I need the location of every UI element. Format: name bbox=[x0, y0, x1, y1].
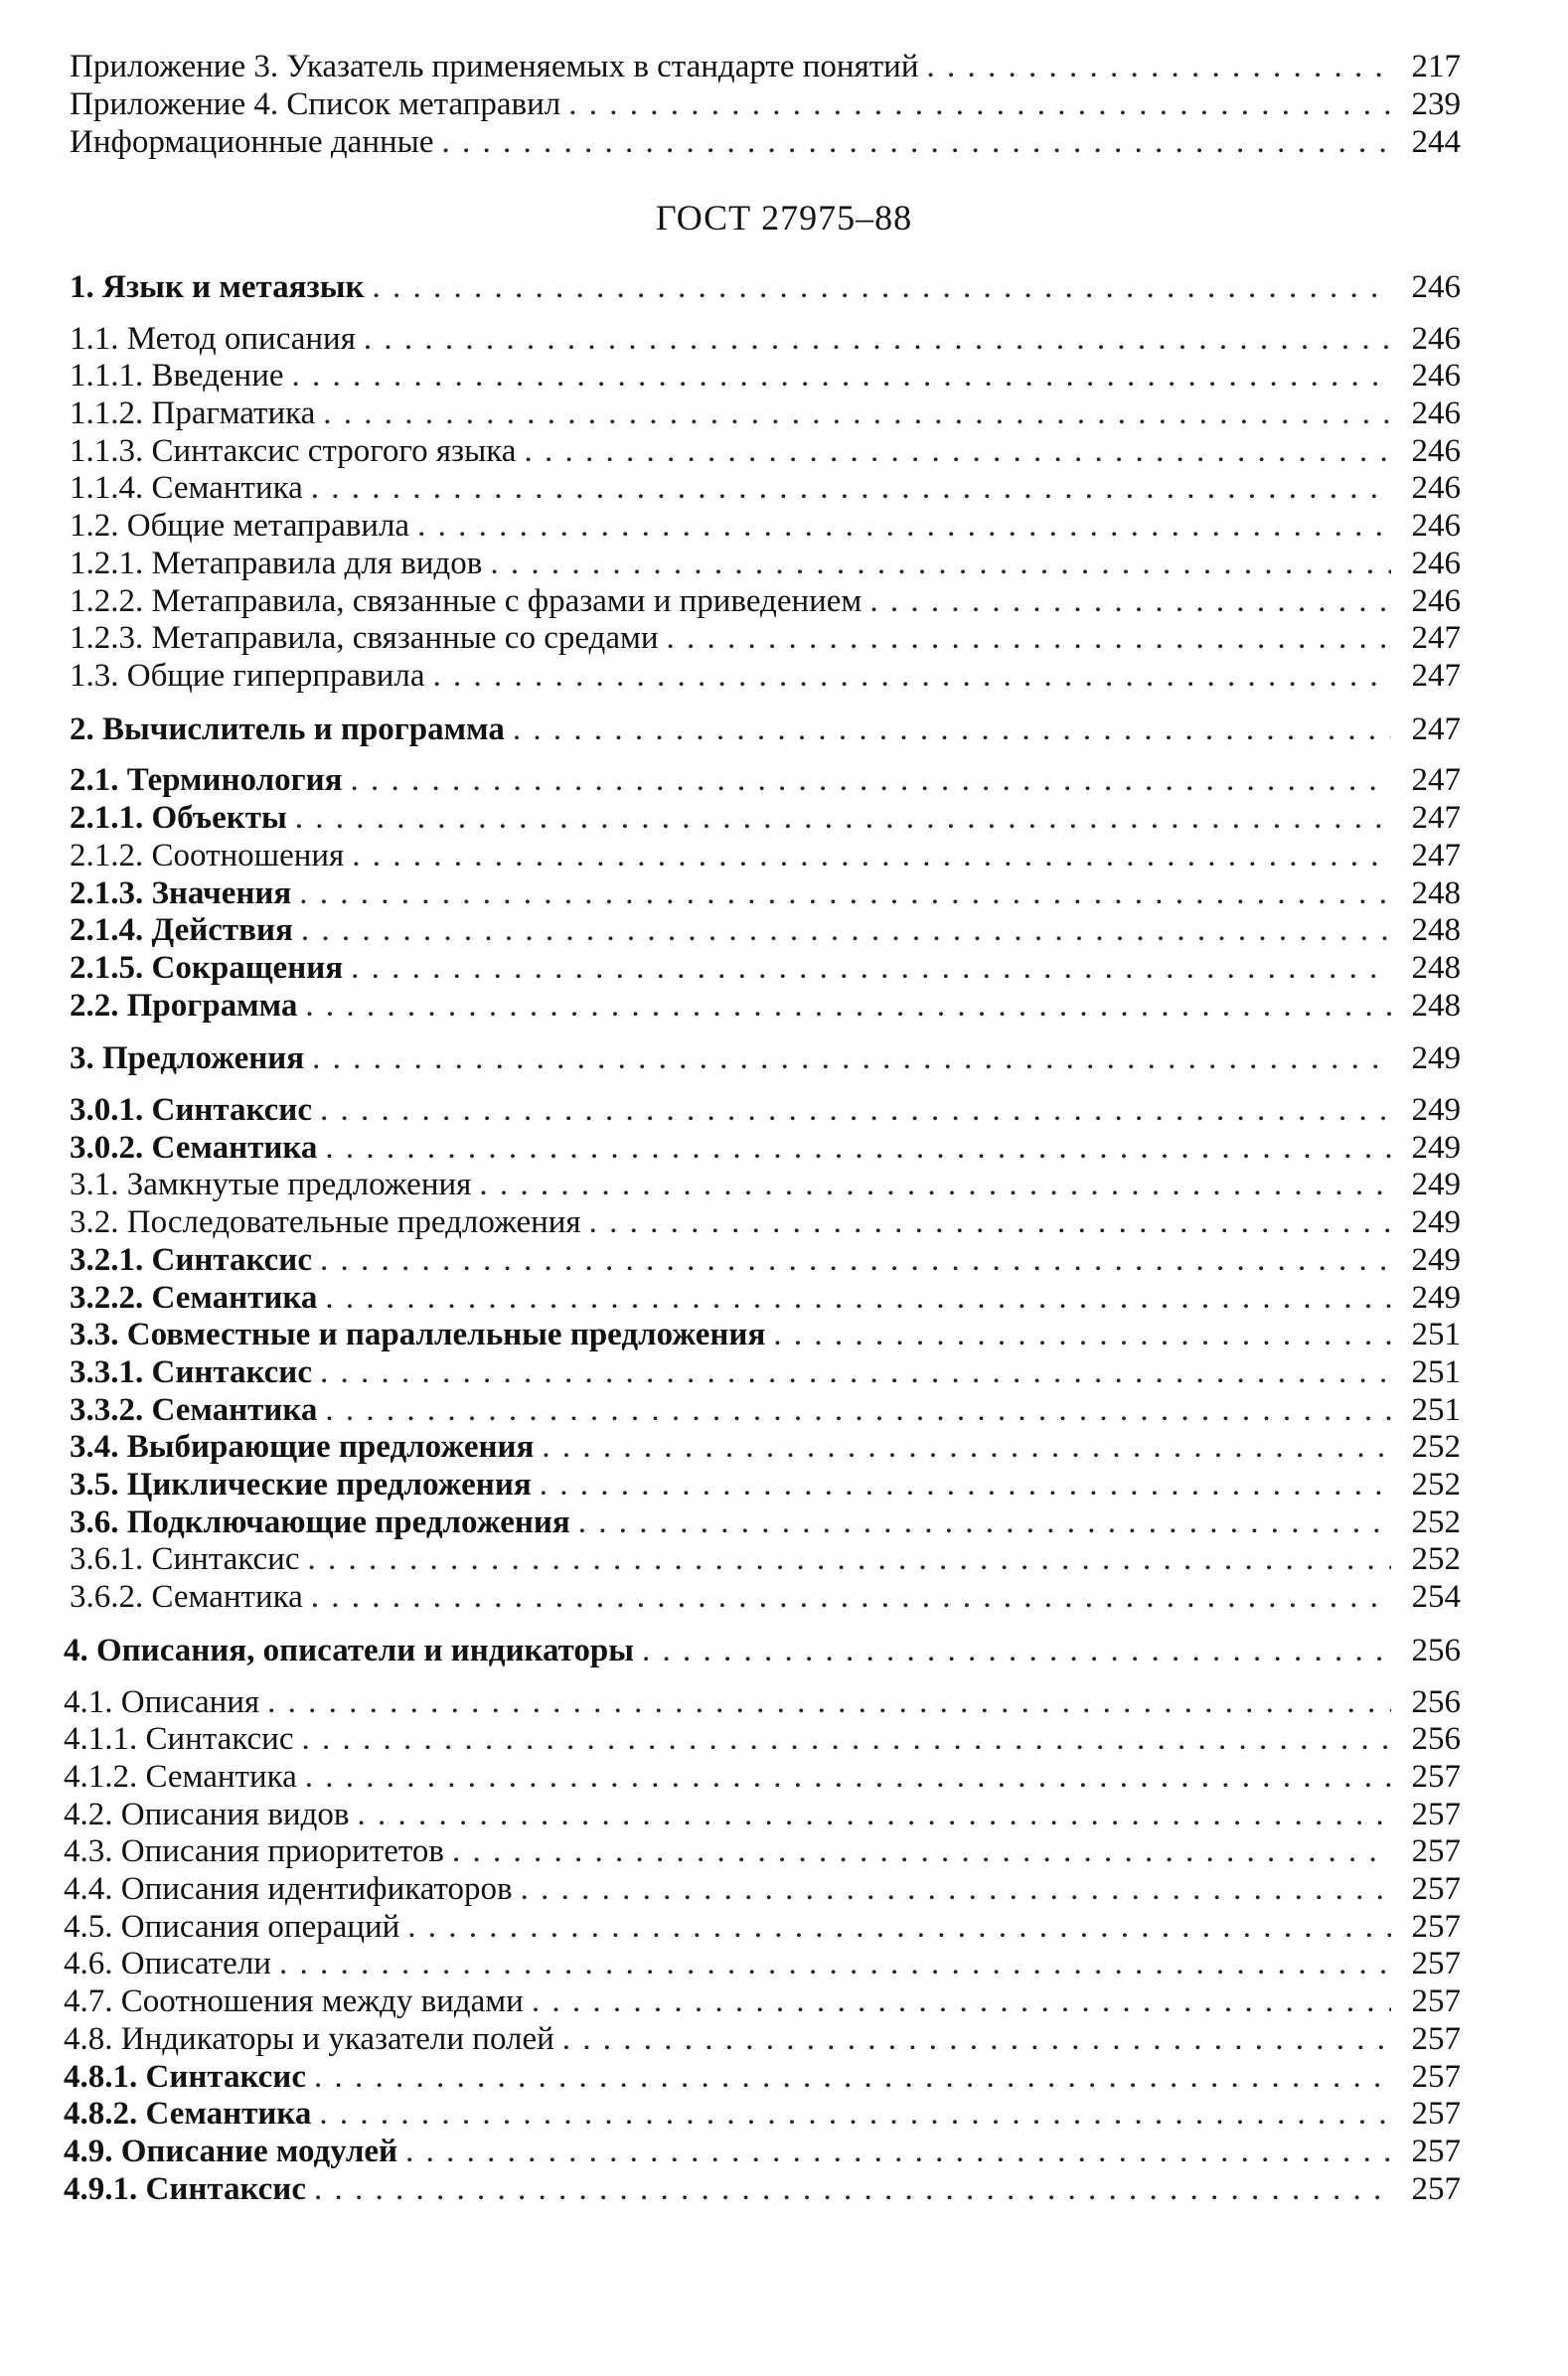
dot-leader bbox=[320, 1241, 1391, 1279]
page-number: 252 bbox=[1411, 1505, 1461, 1540]
toc-entry bbox=[70, 1540, 1461, 1578]
toc-entry bbox=[70, 545, 1461, 582]
entry-label: Приложение 4. Список метаправил bbox=[70, 86, 561, 122]
entry-label: 2.1. Терминология bbox=[70, 762, 343, 798]
toc-entry bbox=[64, 1796, 1461, 1833]
dot-leader bbox=[373, 268, 1391, 306]
toc-entry bbox=[64, 1945, 1461, 1982]
entry-label: 1.1. Метод описания bbox=[70, 321, 356, 357]
dot-leader bbox=[325, 1391, 1391, 1429]
dot-leader bbox=[311, 1578, 1391, 1616]
page-number: 246 bbox=[1411, 508, 1461, 544]
toc-entry bbox=[70, 1428, 1461, 1466]
page-number: 254 bbox=[1411, 1579, 1461, 1615]
dot-leader bbox=[568, 85, 1391, 123]
page-number: 248 bbox=[1411, 875, 1461, 911]
dot-leader bbox=[452, 1832, 1391, 1870]
toc-entry bbox=[70, 1391, 1461, 1429]
page-number: 256 bbox=[1411, 1721, 1461, 1757]
page-number: 246 bbox=[1411, 269, 1461, 305]
page-number: 246 bbox=[1411, 321, 1461, 357]
toc-entry bbox=[70, 1129, 1461, 1167]
entry-label: 1.1.4. Семантика bbox=[70, 470, 303, 506]
dot-leader bbox=[301, 911, 1391, 949]
entry-label: 1. Язык и метаязык bbox=[70, 269, 365, 305]
dot-leader bbox=[417, 507, 1391, 545]
entry-label: 4.9.1. Синтаксис bbox=[64, 2171, 306, 2207]
entry-label: 3.5. Циклические предложения bbox=[70, 1467, 532, 1503]
toc-entry bbox=[70, 395, 1461, 432]
page-number: 257 bbox=[1411, 2059, 1461, 2095]
entry-label: 2.1.5. Сокращения bbox=[70, 950, 344, 986]
page-number: 246 bbox=[1411, 358, 1461, 394]
dot-leader bbox=[513, 711, 1391, 748]
entry-label: Информационные данные bbox=[70, 124, 434, 160]
entry-label: Приложение 3. Указатель применяемых в стандарте понятий bbox=[70, 49, 919, 84]
toc-entry bbox=[70, 619, 1461, 657]
entry-label: 3.6. Подключающие предложения bbox=[70, 1505, 570, 1540]
entry-label: 4. Описания, описатели и индикаторы bbox=[64, 1633, 635, 1668]
dot-leader bbox=[667, 619, 1391, 657]
appendix-entry bbox=[70, 123, 1461, 161]
dot-leader bbox=[405, 2133, 1391, 2170]
page-number: 247 bbox=[1411, 658, 1461, 694]
appendix-entry bbox=[70, 48, 1461, 85]
toc-entry bbox=[64, 1982, 1461, 2020]
toc-entry bbox=[70, 911, 1461, 949]
toc-entry bbox=[70, 1241, 1461, 1279]
dot-leader bbox=[352, 837, 1391, 874]
dot-leader bbox=[299, 874, 1391, 912]
entry-label: 3.0.2. Семантика bbox=[70, 1130, 318, 1166]
entry-label: 4.8. Индикаторы и указатели полей bbox=[64, 2021, 554, 2057]
page-number: 251 bbox=[1411, 1392, 1461, 1428]
toc-entry bbox=[64, 1832, 1461, 1870]
dot-leader bbox=[319, 2095, 1391, 2133]
entry-label: 3.0.1. Синтаксис bbox=[70, 1092, 312, 1128]
entry-label: 4.1. Описания bbox=[64, 1684, 260, 1720]
dot-leader bbox=[524, 432, 1391, 470]
toc-entry bbox=[70, 1504, 1461, 1541]
toc-section bbox=[64, 1632, 1461, 1669]
page-number: 257 bbox=[1411, 1759, 1461, 1795]
entry-label: 1.2.2. Метаправила, связанные с фразами и приведением bbox=[70, 583, 862, 619]
toc-entry bbox=[70, 469, 1461, 507]
page-number: 257 bbox=[1411, 2134, 1461, 2169]
dot-leader bbox=[542, 1428, 1391, 1466]
toc-entry bbox=[64, 2095, 1461, 2133]
page-number: 257 bbox=[1411, 1797, 1461, 1832]
dot-leader bbox=[927, 48, 1392, 85]
entry-label: 2.2. Программа bbox=[70, 988, 298, 1024]
toc-entry bbox=[70, 761, 1461, 799]
toc-entry bbox=[70, 320, 1461, 358]
dot-leader bbox=[305, 1758, 1391, 1796]
appendix-entry bbox=[70, 85, 1461, 123]
entry-label: 1.1.3. Синтаксис строгого языка bbox=[70, 433, 517, 469]
page-number: 247 bbox=[1411, 712, 1461, 747]
entry-label: 3.6.2. Семантика bbox=[70, 1579, 303, 1615]
page-number: 252 bbox=[1411, 1467, 1461, 1503]
toc-entry bbox=[70, 657, 1461, 695]
dot-leader bbox=[433, 657, 1391, 695]
entry-label: 4.2. Описания видов bbox=[64, 1797, 350, 1832]
page-number: 246 bbox=[1411, 546, 1461, 581]
page-number: 248 bbox=[1411, 950, 1461, 986]
toc-entry bbox=[70, 1353, 1461, 1391]
dot-leader bbox=[407, 1908, 1391, 1946]
page-number: 257 bbox=[1411, 1946, 1461, 1981]
dot-leader bbox=[562, 2020, 1391, 2058]
entry-label: 3.6.1. Синтаксис bbox=[70, 1541, 300, 1577]
entry-label: 3.4. Выбирающие предложения bbox=[70, 1429, 535, 1465]
toc-entry bbox=[64, 1720, 1461, 1758]
toc-entry bbox=[70, 837, 1461, 874]
entry-label: 4.3. Описания приоритетов bbox=[64, 1833, 444, 1869]
entry-label: 2.1.1. Объекты bbox=[70, 800, 287, 836]
toc-entry bbox=[70, 1279, 1461, 1317]
dot-leader bbox=[312, 1039, 1391, 1077]
standard-title: ГОСТ 27975–88 bbox=[655, 198, 913, 238]
entry-label: 1.2.1. Метаправила для видов bbox=[70, 546, 483, 581]
page-number: 257 bbox=[1411, 1909, 1461, 1945]
toc-entry bbox=[64, 1870, 1461, 1908]
page-number: 257 bbox=[1411, 2096, 1461, 2132]
page-number: 248 bbox=[1411, 912, 1461, 948]
toc-entry bbox=[70, 949, 1461, 987]
page-number: 257 bbox=[1411, 2171, 1461, 2207]
dot-leader bbox=[532, 1982, 1391, 2020]
dot-leader bbox=[320, 1353, 1391, 1391]
dot-leader bbox=[307, 1540, 1391, 1578]
dot-leader bbox=[314, 2058, 1391, 2096]
dot-leader bbox=[323, 395, 1391, 432]
dot-leader bbox=[325, 1279, 1391, 1317]
entry-label: 1.1.1. Введение bbox=[70, 358, 284, 394]
page-number: 249 bbox=[1411, 1130, 1461, 1166]
toc-entry bbox=[70, 799, 1461, 837]
page-number: 246 bbox=[1411, 583, 1461, 619]
toc-entry bbox=[64, 1758, 1461, 1796]
dot-leader bbox=[350, 761, 1391, 799]
entry-label: 1.2.3. Метаправила, связанные со средами bbox=[70, 620, 659, 656]
toc-entry bbox=[64, 2058, 1461, 2096]
dot-leader bbox=[320, 1091, 1391, 1129]
toc-entry bbox=[70, 987, 1461, 1025]
entry-label: 3.3. Совместные и параллельные предложения bbox=[70, 1317, 766, 1352]
page-number: 246 bbox=[1411, 433, 1461, 469]
page-number: 252 bbox=[1411, 1429, 1461, 1465]
page-number: 247 bbox=[1411, 762, 1461, 798]
entry-label: 1.3. Общие гиперправила bbox=[70, 658, 425, 694]
page-number: 257 bbox=[1411, 1983, 1461, 2019]
dot-leader bbox=[869, 582, 1391, 620]
page-number: 217 bbox=[1411, 49, 1461, 84]
dot-leader bbox=[642, 1632, 1391, 1669]
page-number: 256 bbox=[1411, 1684, 1461, 1720]
entry-label: 4.8.2. Семантика bbox=[64, 2096, 312, 2132]
toc-entry bbox=[70, 1316, 1461, 1353]
dot-leader bbox=[301, 1720, 1391, 1758]
page-number: 249 bbox=[1411, 1280, 1461, 1316]
page-number: 251 bbox=[1411, 1354, 1461, 1390]
toc-entry bbox=[64, 2133, 1461, 2170]
dot-leader bbox=[773, 1316, 1391, 1353]
page-number: 257 bbox=[1411, 2021, 1461, 2057]
page-number: 249 bbox=[1411, 1242, 1461, 1278]
dot-leader bbox=[364, 320, 1391, 358]
dot-leader bbox=[325, 1129, 1391, 1167]
toc-entry bbox=[70, 1203, 1461, 1241]
page-number: 247 bbox=[1411, 838, 1461, 873]
toc-entry bbox=[70, 582, 1461, 620]
toc-entry bbox=[64, 2170, 1461, 2208]
entry-label: 4.7. Соотношения между видами bbox=[64, 1983, 524, 2019]
page-number: 249 bbox=[1411, 1040, 1461, 1076]
toc-entry bbox=[64, 1908, 1461, 1946]
page-number: 257 bbox=[1411, 1871, 1461, 1907]
dot-leader bbox=[295, 799, 1391, 837]
entry-label: 4.9. Описание модулей bbox=[64, 2134, 398, 2169]
entry-label: 4.5. Описания операций bbox=[64, 1909, 400, 1945]
entry-label: 3.2. Последовательные предложения bbox=[70, 1204, 581, 1240]
dot-leader bbox=[578, 1504, 1391, 1541]
toc-entry bbox=[70, 1091, 1461, 1129]
entry-label: 2.1.4. Действия bbox=[70, 912, 293, 948]
page-number: 249 bbox=[1411, 1204, 1461, 1240]
dot-leader bbox=[267, 1683, 1391, 1721]
dot-leader bbox=[521, 1870, 1391, 1908]
dot-leader bbox=[311, 469, 1391, 507]
dot-leader bbox=[357, 1796, 1391, 1833]
toc-entry bbox=[70, 507, 1461, 545]
toc-entry bbox=[70, 432, 1461, 470]
page-number: 248 bbox=[1411, 988, 1461, 1024]
dot-leader bbox=[279, 1945, 1391, 1982]
dot-leader bbox=[292, 357, 1391, 395]
entry-label: 3. Предложения bbox=[70, 1040, 305, 1076]
entry-label: 2. Вычислитель и программа bbox=[70, 712, 505, 747]
entry-label: 1.2. Общие метаправила bbox=[70, 508, 410, 544]
dot-leader bbox=[314, 2170, 1391, 2208]
page-number: 256 bbox=[1411, 1633, 1461, 1668]
toc-entry bbox=[64, 1683, 1461, 1721]
entry-label: 4.8.1. Синтаксис bbox=[64, 2059, 306, 2095]
entry-label: 3.3.1. Синтаксис bbox=[70, 1354, 312, 1390]
entry-label: 2.1.2. Соотношения bbox=[70, 838, 345, 873]
page-number: 246 bbox=[1411, 470, 1461, 506]
page-number: 247 bbox=[1411, 800, 1461, 836]
page-number: 249 bbox=[1411, 1092, 1461, 1128]
entry-label: 4.4. Описания идентификаторов bbox=[64, 1871, 513, 1907]
entry-label: 3.2.1. Синтаксис bbox=[70, 1242, 312, 1278]
toc-entry bbox=[70, 1166, 1461, 1203]
page-number: 239 bbox=[1411, 86, 1461, 122]
toc-entry bbox=[64, 2020, 1461, 2058]
entry-label: 3.1. Замкнутые предложения bbox=[70, 1167, 472, 1202]
page-number: 247 bbox=[1411, 620, 1461, 656]
entry-label: 3.2.2. Семантика bbox=[70, 1280, 318, 1316]
toc-entry bbox=[70, 1466, 1461, 1504]
dot-leader bbox=[305, 987, 1391, 1025]
dot-leader bbox=[490, 545, 1391, 582]
dot-leader bbox=[540, 1466, 1391, 1504]
entry-label: 4.1.2. Семантика bbox=[64, 1759, 297, 1795]
page-number: 244 bbox=[1411, 124, 1461, 160]
toc-section bbox=[70, 1039, 1461, 1077]
dot-leader bbox=[479, 1166, 1391, 1203]
entry-label: 4.6. Описатели bbox=[64, 1946, 271, 1981]
page-number: 252 bbox=[1411, 1541, 1461, 1577]
entry-label: 3.3.2. Семантика bbox=[70, 1392, 318, 1428]
toc-entry bbox=[70, 874, 1461, 912]
entry-label: 1.1.2. Прагматика bbox=[70, 396, 316, 431]
entry-label: 2.1.3. Значения bbox=[70, 875, 292, 911]
toc-entry bbox=[70, 357, 1461, 395]
page-number: 246 bbox=[1411, 396, 1461, 431]
page-number: 257 bbox=[1411, 1833, 1461, 1869]
dot-leader bbox=[351, 949, 1391, 987]
dot-leader bbox=[589, 1203, 1391, 1241]
toc-entry bbox=[70, 1578, 1461, 1616]
toc-section bbox=[70, 711, 1461, 748]
entry-label: 4.1.1. Синтаксис bbox=[64, 1721, 294, 1757]
page-number: 251 bbox=[1411, 1317, 1461, 1352]
toc-section bbox=[70, 268, 1461, 306]
dot-leader bbox=[441, 123, 1391, 161]
page-number: 249 bbox=[1411, 1167, 1461, 1202]
